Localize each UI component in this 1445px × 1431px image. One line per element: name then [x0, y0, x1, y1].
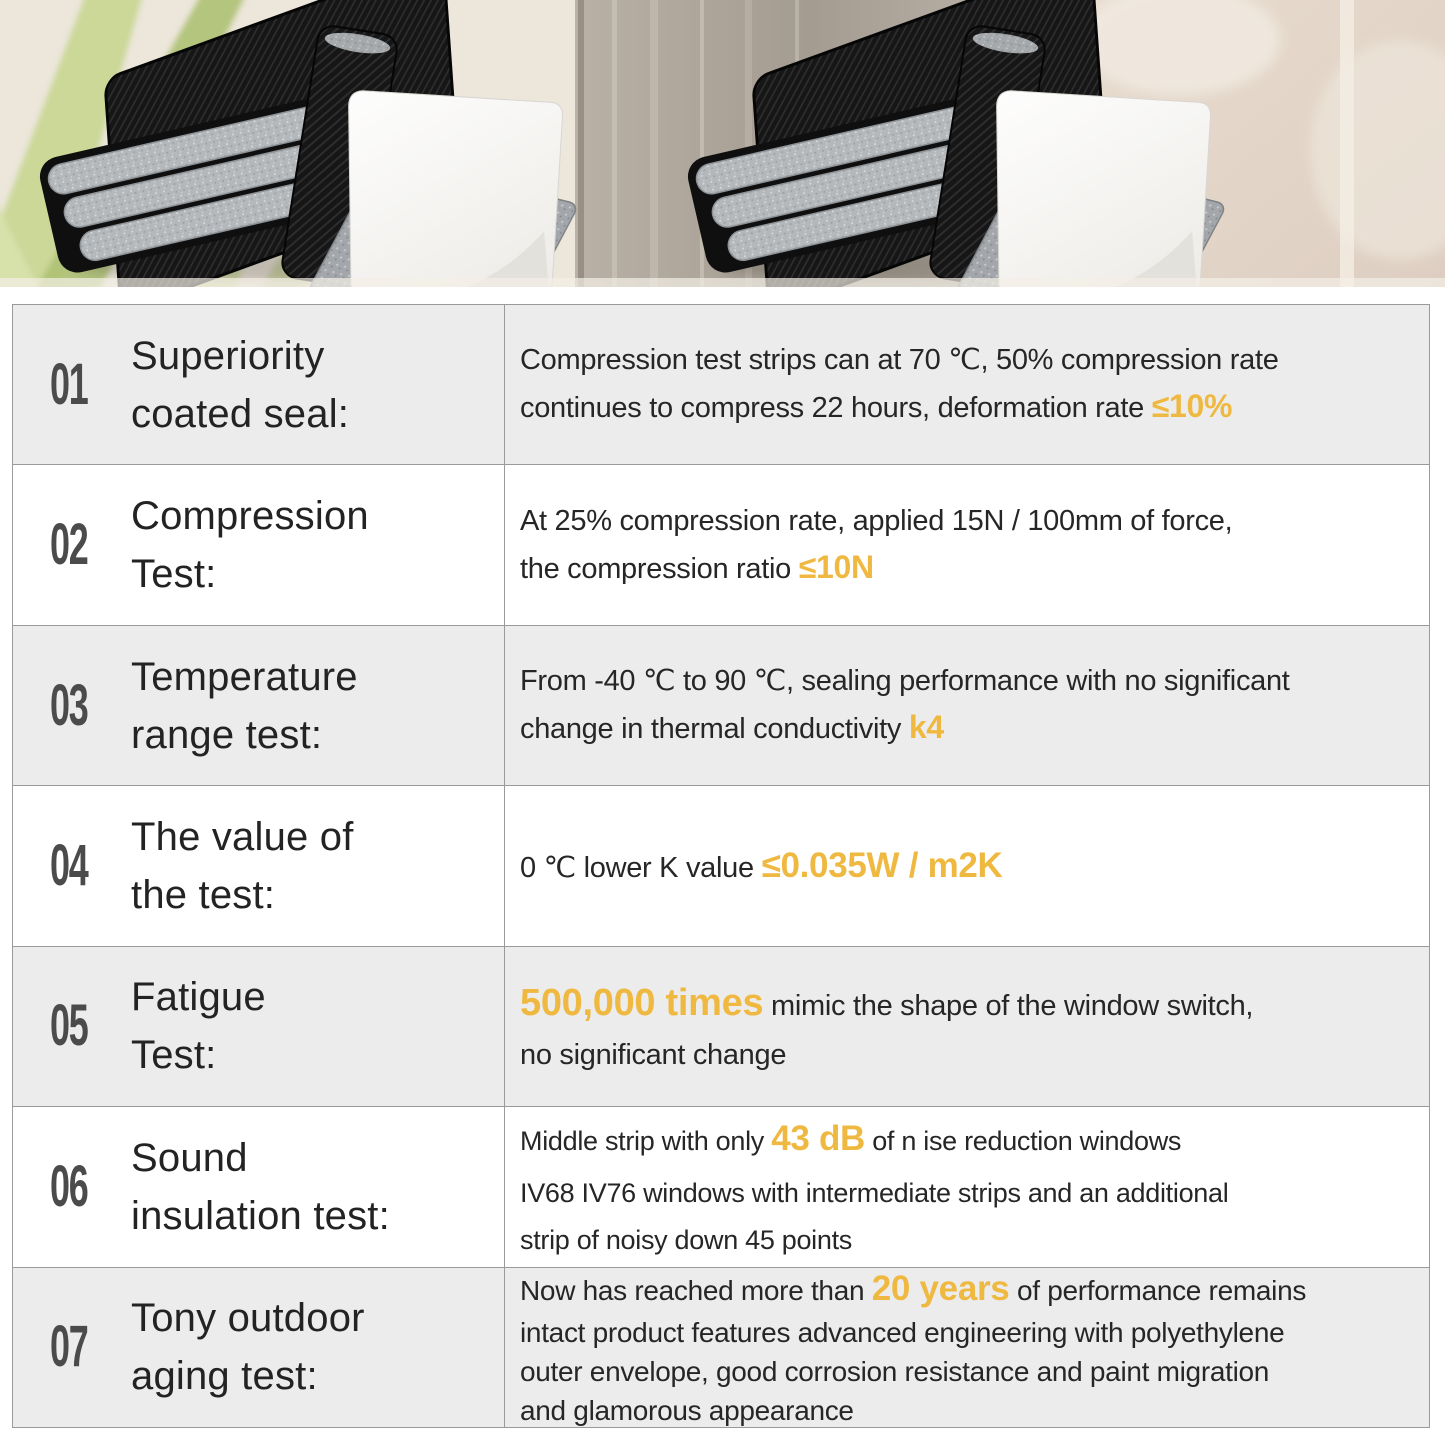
- row-number: [50, 832, 131, 898]
- row-description: Middle strip with only 43 dB of n ise reduction windows IV68 IV76 windows with intermediate strips and an additional strip of noisy down 45 points: [520, 1119, 1229, 1256]
- row-header-cell: [13, 786, 504, 945]
- row-header-cell: [13, 947, 504, 1106]
- row-description: 500,000 times mimic the shape of the window switch, no significant change: [520, 982, 1254, 1072]
- highlight-value: k4: [908, 709, 944, 746]
- product-photo-illustration: [0, 0, 1445, 287]
- row-description-cell: [504, 786, 1429, 945]
- row-number-text: 05: [50, 993, 88, 1059]
- row-title: Superiority coated seal:: [131, 333, 350, 436]
- row-number-text: 02: [50, 512, 88, 578]
- row-description-cell: [504, 1107, 1429, 1266]
- row-number-text: 07: [50, 1314, 88, 1380]
- row-number: [50, 512, 131, 578]
- highlight-value: 43 dB: [771, 1119, 866, 1159]
- row-description: At 25% compression rate, applied 15N / 100mm of force, the compression ratio ≤10N: [520, 504, 1233, 585]
- photo-bottom-fade: [0, 278, 1445, 287]
- row-title: Compression Test:: [131, 494, 369, 597]
- row-number: [50, 1314, 131, 1380]
- row-header-cell: [13, 1268, 504, 1427]
- highlight-value: ≤10%: [1151, 388, 1233, 425]
- table-row: [13, 625, 1429, 785]
- highlight-value: 500,000 times: [520, 982, 764, 1025]
- row-title: Fatigue Test:: [131, 975, 266, 1078]
- row-title: Sound insulation test:: [131, 1135, 390, 1238]
- row-description-cell: [504, 305, 1429, 464]
- table-row: [13, 464, 1429, 624]
- row-number: [50, 672, 131, 738]
- row-header-cell: [13, 305, 504, 464]
- row-description-cell: [504, 947, 1429, 1106]
- row-description: Compression test strips can at 70 ℃, 50% compression rate continues to compress 22 hours, deformation rate ≤10%: [520, 344, 1279, 425]
- product-photo: [0, 0, 1445, 287]
- highlight-value: ≤0.035W / m2K: [761, 846, 1003, 886]
- row-title: Temperature range test:: [131, 654, 358, 757]
- row-title: Tony outdoor aging test:: [131, 1296, 365, 1399]
- row-description: Now has reached more than 20 years of performance remains intact product features advanced engineering with polyethylene outer envelope, good corrosion resistance and paint migration and glamorous appearance: [520, 1268, 1307, 1427]
- row-number: [50, 993, 131, 1059]
- row-number-text: 04: [50, 832, 88, 898]
- row-description-cell: [504, 1268, 1429, 1427]
- highlight-value: 20 years: [871, 1268, 1010, 1308]
- spec-table: [12, 304, 1430, 1428]
- row-number-text: 01: [50, 351, 88, 417]
- highlight-value: ≤10N: [798, 548, 874, 585]
- row-number-text: 06: [50, 1153, 88, 1219]
- row-title: The value of the test:: [131, 814, 354, 917]
- row-number: [50, 351, 131, 417]
- row-number-text: 03: [50, 672, 88, 738]
- row-description-cell: [504, 626, 1429, 785]
- row-description: From -40 ℃ to 90 ℃, sealing performance with no significant change in thermal conductivity k4: [520, 665, 1290, 746]
- row-header-cell: [13, 626, 504, 785]
- table-row: [13, 785, 1429, 945]
- row-description: 0 ℃ lower K value ≤0.035W / m2K: [520, 846, 1003, 886]
- row-header-cell: [13, 465, 504, 624]
- row-number: [50, 1153, 131, 1219]
- table-row: [13, 1267, 1429, 1427]
- table-row: [13, 305, 1429, 464]
- table-row: [13, 946, 1429, 1106]
- table-row: [13, 1106, 1429, 1266]
- row-header-cell: [13, 1107, 504, 1266]
- row-description-cell: [504, 465, 1429, 624]
